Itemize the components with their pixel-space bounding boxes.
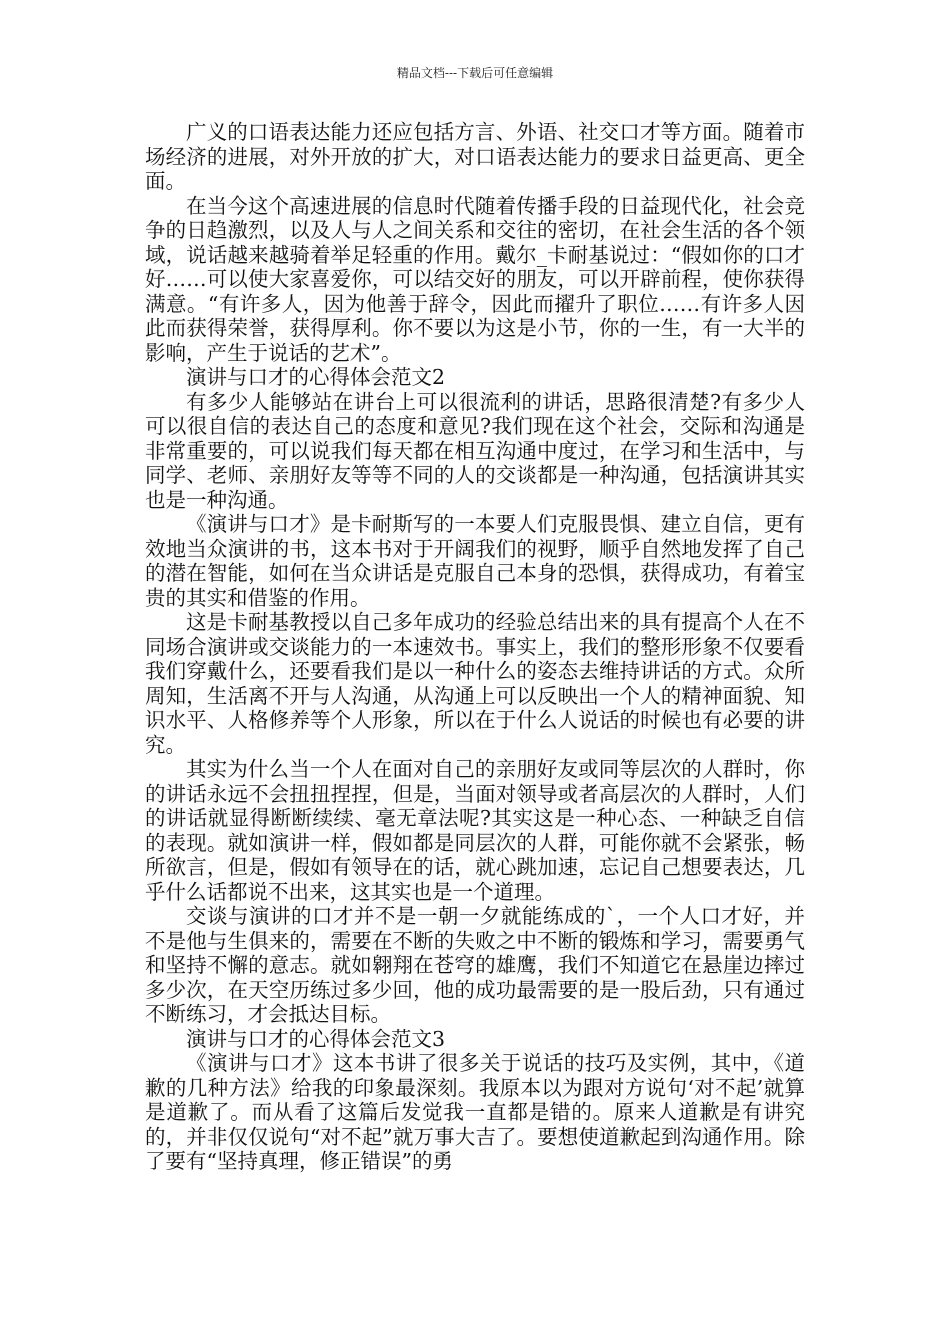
paragraph: 广义的口语表达能力还应包括方言、外语、社交口才等方面。随着市场经济的进展，对外开放的扩大，对口语表达能力的要求日益更高、更全面。 bbox=[145, 120, 805, 193]
paragraph: 交谈与演讲的口才并不是一朝一夕就能练成的`，一个人口才好，并不是他与生俱来的，需要在不断的失败之中不断的锻炼和学习，需要勇气和坚持不懈的意志。就如翱翔在苍穹的雄鹰，我们不知道它在悬崖边摔过多少次，在天空历练过多少回，他的成功最需要的是一股后劲，只有通过不断练习，才会抵达目标。 bbox=[145, 904, 805, 1026]
paragraph: 《演讲与口才》这本书讲了很多关于说话的技巧及实例，其中，《道歉的几种方法》给我的印象最深刻。我原本以为跟对方说句‘对不起’就算是道歉了。而从看了这篇后发觉我一直都是错的。原来人道歉是有讲究的，并非仅仅说句“对不起”就万事大吉了。要想使道歉起到沟通作用。除了要有“坚持真理，修正错误”的勇 bbox=[145, 1051, 805, 1173]
document-body bbox=[145, 120, 805, 1174]
paragraph: 这是卡耐基教授以自己多年成功的经验总结出来的具有提高个人在不同场合演讲或交谈能力的一本速效书。事实上，我们的整形形象不仅要看我们穿戴什么，还要看我们是以一种什么的姿态去维持讲话的方式。众所周知，生活离不开与人沟通，从沟通上可以反映出一个人的精神面貌、知识水平、人格修养等个人形象，所以在于什么人说话的时候也有必要的讲究。 bbox=[145, 610, 805, 757]
section-heading: 演讲与口才的心得体会范文3 bbox=[186, 1026, 446, 1051]
paragraph: 《演讲与口才》是卡耐斯写的一本要人们克服畏惧、建立自信，更有效地当众演讲的书，这本书对于开阔我们的视野，顺乎自然地发挥了自己的潜在智能，如何在当众讲话是克服自己本身的恐惧，获得成功，有着宝贵的其实和借鉴的作用。 bbox=[145, 512, 805, 610]
paragraph: 其实为什么当一个人在面对自己的亲朋好友或同等层次的人群时，你的讲话永远不会扭扭捏捏，但是，当面对领导或者高层次的人群时，人们的讲话就显得断断续续、毫无章法呢?其实这是一种心态、一种缺乏自信的表现。就如演讲一样，假如都是同层次的人群，可能你就不会紧张，畅所欲言，但是，假如有领导在的话，就心跳加速，忘记自己想要表达，几乎什么话都说不出来，这其实也是一个道理。 bbox=[145, 757, 805, 904]
paragraph: 在当今这个高速进展的信息时代随着传播手段的日益现代化，社会竞争的日趋激烈，以及人与人之间关系和交往的密切，在社会生活的各个领域，说话越来越骑着举足轻重的作用。戴尔_卡耐基说过：“假如你的口才好……可以使大家喜爱你，可以结交好的朋友，可以开辟前程，使你获得满意。“有许多人，因为他善于辞令，因此而擢升了职位……有许多人因此而获得荣誉，获得厚利。你不要以为这是小节，你的一生，有一大半的影响，产生于说话的艺术”。 bbox=[145, 193, 805, 365]
paragraph: 有多少人能够站在讲台上可以很流利的讲话，思路很清楚?有多少人可以很自信的表达自己的态度和意见?我们现在这个社会，交际和沟通是非常重要的，可以说我们每天都在相互沟通中度过，在学习和生活中，与同学、老师、亲朋好友等等不同的人的交谈都是一种沟通，包括演讲其实也是一种沟通。 bbox=[145, 389, 805, 512]
page-header: 精品文档---下载后可任意编辑 bbox=[396, 66, 554, 80]
section-heading: 演讲与口才的心得体会范文2 bbox=[186, 365, 446, 389]
